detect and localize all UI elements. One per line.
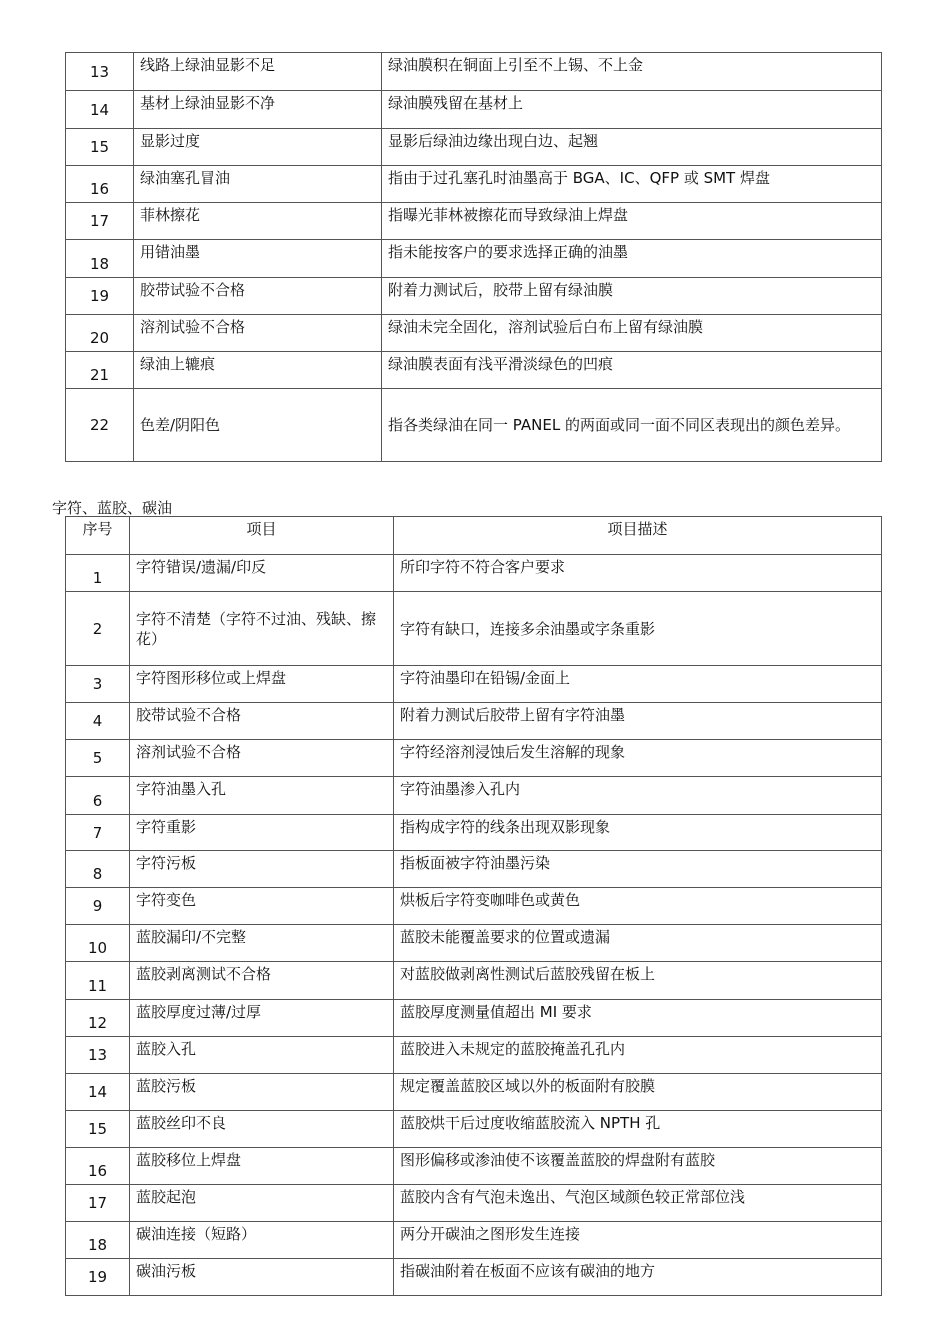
row-item <box>130 666 394 703</box>
row-number: 11 <box>66 962 130 1000</box>
row-item-text: 蓝胶移位上焊盘 <box>136 1151 242 1169</box>
table-row <box>66 389 882 462</box>
table-row <box>66 740 882 777</box>
row-item <box>134 166 382 203</box>
row-description <box>394 1222 882 1259</box>
row-description <box>382 315 882 352</box>
row-item-text: 蓝胶漏印/不完整 <box>136 928 247 946</box>
row-description-text: 字符有缺口，连接多余油墨或字条重影 <box>400 619 656 638</box>
row-item <box>130 925 394 962</box>
row-number: 9 <box>66 888 130 925</box>
row-number: 17 <box>66 203 134 240</box>
row-item <box>130 851 394 888</box>
row-description <box>394 1037 882 1074</box>
row-item-text: 蓝胶污板 <box>136 1077 197 1095</box>
row-description <box>382 240 882 278</box>
table-row <box>66 555 882 592</box>
row-item <box>134 315 382 352</box>
row-description-text: 附着力测试后胶带上留有字符油墨 <box>400 706 626 724</box>
row-item <box>130 815 394 851</box>
row-description-text: 蓝胶烘干后过度收缩蓝胶流入 NPTH 孔 <box>400 1114 661 1132</box>
row-description-text: 指由于过孔塞孔时油墨高于 BGA、IC、QFP 或 SMT 焊盘 <box>388 169 770 187</box>
row-item <box>130 1259 394 1296</box>
header-desc: 项目描述 <box>394 517 882 555</box>
row-number: 13 <box>66 53 134 91</box>
table-row <box>66 53 882 91</box>
row-item-text: 蓝胶厚度过薄/过厚 <box>136 1003 262 1021</box>
defect-table-solder-mask <box>65 52 882 462</box>
row-description-text: 附着力测试后，胶带上留有绿油膜 <box>388 281 614 299</box>
row-item <box>130 555 394 592</box>
table-row <box>66 315 882 352</box>
row-description-text: 所印字符不符合客户要求 <box>400 558 566 576</box>
table-row <box>66 592 882 666</box>
row-item-text: 绿油塞孔冒油 <box>140 169 231 187</box>
table-row <box>66 1111 882 1148</box>
row-description <box>394 1185 882 1222</box>
row-description-text: 绿油膜积在铜面上引至不上锡、不上金 <box>388 56 644 74</box>
row-item-text: 字符错误/遗漏/印反 <box>136 558 267 576</box>
row-item-text: 基材上绿油显影不净 <box>140 94 276 112</box>
row-item <box>130 1222 394 1259</box>
row-description-text: 指构成字符的线条出现双影现象 <box>400 818 611 836</box>
row-description-text: 两分开碳油之图形发生连接 <box>400 1225 581 1243</box>
row-item-text: 绿油上辘痕 <box>140 355 216 373</box>
table-row <box>66 888 882 925</box>
row-description <box>394 555 882 592</box>
table-row <box>66 666 882 703</box>
row-item <box>130 962 394 1000</box>
row-number: 12 <box>66 1000 130 1037</box>
table-row <box>66 851 882 888</box>
row-description <box>382 129 882 166</box>
row-description-text: 蓝胶厚度测量值超出 MI 要求 <box>400 1003 592 1021</box>
row-item <box>134 53 382 91</box>
row-number: 8 <box>66 851 130 888</box>
row-description <box>394 851 882 888</box>
row-description-text: 烘板后字符变咖啡色或黄色 <box>400 891 581 909</box>
row-number: 22 <box>66 389 134 462</box>
table-row <box>66 1259 882 1296</box>
table-row <box>66 1222 882 1259</box>
row-description-text: 对蓝胶做剥离性测试后蓝胶残留在板上 <box>400 965 656 983</box>
row-item-text: 色差/阴阳色 <box>140 416 221 434</box>
row-description-text: 蓝胶内含有气泡未逸出、气泡区域颜色较正常部位浅 <box>400 1188 746 1206</box>
row-number: 4 <box>66 703 130 740</box>
row-item <box>134 278 382 315</box>
row-number: 17 <box>66 1185 130 1222</box>
row-description <box>394 815 882 851</box>
row-description <box>394 703 882 740</box>
row-description <box>394 1074 882 1111</box>
table-row <box>66 91 882 129</box>
row-number: 6 <box>66 777 130 815</box>
row-number: 16 <box>66 166 134 203</box>
row-item-text: 溶剂试验不合格 <box>140 318 246 336</box>
row-number: 21 <box>66 352 134 389</box>
row-number: 15 <box>66 129 134 166</box>
row-item <box>134 352 382 389</box>
row-item-text: 线路上绿油显影不足 <box>140 56 276 74</box>
table-row <box>66 203 882 240</box>
row-description <box>382 166 882 203</box>
row-item-text: 字符油墨入孔 <box>136 780 227 798</box>
row-item <box>130 888 394 925</box>
row-number: 3 <box>66 666 130 703</box>
row-number: 14 <box>66 91 134 129</box>
row-description-text: 蓝胶进入未规定的蓝胶掩盖孔孔内 <box>400 1040 626 1058</box>
row-description-text: 指未能按客户的要求选择正确的油墨 <box>388 243 629 261</box>
row-description <box>394 1259 882 1296</box>
table-row <box>66 925 882 962</box>
row-item-text: 胶带试验不合格 <box>136 706 242 724</box>
row-item-text: 蓝胶入孔 <box>136 1040 197 1058</box>
row-number: 5 <box>66 740 130 777</box>
row-number: 19 <box>66 1259 130 1296</box>
row-description <box>382 352 882 389</box>
row-description <box>394 1000 882 1037</box>
row-item <box>130 592 394 666</box>
row-description <box>394 666 882 703</box>
row-description-text: 指板面被字符油墨污染 <box>400 854 551 872</box>
table-row <box>66 1148 882 1185</box>
row-description-text: 绿油未完全固化，溶剂试验后白布上留有绿油膜 <box>388 318 704 336</box>
row-description <box>382 53 882 91</box>
row-description <box>394 925 882 962</box>
row-description-text: 显影后绿油边缘出现白边、起翘 <box>388 132 599 150</box>
row-description-text: 字符油墨渗入孔内 <box>400 780 521 798</box>
row-item <box>130 1185 394 1222</box>
row-description <box>382 278 882 315</box>
row-item-text: 碳油污板 <box>136 1262 197 1280</box>
row-number: 19 <box>66 278 134 315</box>
row-item <box>130 740 394 777</box>
row-description-text: 规定覆盖蓝胶区域以外的板面附有胶膜 <box>400 1077 656 1095</box>
section-title: 字符、蓝胶、碳油 <box>52 499 173 517</box>
row-item <box>134 203 382 240</box>
defect-table-legend-bluegel-carbon <box>65 516 882 1296</box>
table-row <box>66 1037 882 1074</box>
table-row <box>66 1185 882 1222</box>
row-number: 2 <box>66 592 130 666</box>
row-description <box>394 962 882 1000</box>
row-description-text: 指碳油附着在板面不应该有碳油的地方 <box>400 1262 656 1280</box>
row-item <box>134 91 382 129</box>
row-description-text: 蓝胶未能覆盖要求的位置或遗漏 <box>400 928 611 946</box>
row-number: 10 <box>66 925 130 962</box>
row-description-text: 绿油膜残留在基材上 <box>388 94 524 112</box>
row-item <box>130 1111 394 1148</box>
row-description <box>394 740 882 777</box>
table-row <box>66 815 882 851</box>
row-item-text: 字符不清楚（字符不过油、残缺、擦花） <box>136 609 377 648</box>
row-item <box>134 240 382 278</box>
row-number: 18 <box>66 240 134 278</box>
row-item-text: 蓝胶起泡 <box>136 1188 197 1206</box>
row-item <box>130 1148 394 1185</box>
row-description <box>382 91 882 129</box>
row-description <box>394 1111 882 1148</box>
table-row <box>66 1000 882 1037</box>
row-item-text: 碳油连接（短路） <box>136 1225 257 1243</box>
row-item <box>130 1037 394 1074</box>
table-row <box>66 129 882 166</box>
row-item <box>130 777 394 815</box>
table-header-row <box>66 517 882 555</box>
row-description <box>394 592 882 666</box>
row-description-text: 绿油膜表面有浅平滑淡绿色的凹痕 <box>388 355 614 373</box>
table-row <box>66 1074 882 1111</box>
row-item <box>130 1074 394 1111</box>
row-description-text: 字符油墨印在铅锡/金面上 <box>400 669 571 687</box>
row-item-text: 胶带试验不合格 <box>140 281 246 299</box>
table-row <box>66 777 882 815</box>
row-item-text: 字符污板 <box>136 854 197 872</box>
row-number: 7 <box>66 815 130 851</box>
row-item-text: 菲林擦花 <box>140 206 201 224</box>
row-item-text: 字符重影 <box>136 818 197 836</box>
row-item-text: 显影过度 <box>140 132 201 150</box>
row-item <box>134 389 382 462</box>
table-row <box>66 240 882 278</box>
header-no: 序号 <box>66 517 130 555</box>
row-item-text: 蓝胶丝印不良 <box>136 1114 227 1132</box>
row-number: 18 <box>66 1222 130 1259</box>
row-item-text: 字符变色 <box>136 891 197 909</box>
row-number: 14 <box>66 1074 130 1111</box>
table-row <box>66 278 882 315</box>
row-description-text: 字符经溶剂浸蚀后发生溶解的现象 <box>400 743 626 761</box>
row-description <box>382 203 882 240</box>
row-number: 15 <box>66 1111 130 1148</box>
row-description <box>394 1148 882 1185</box>
row-description-text: 图形偏移或渗油使不该覆盖蓝胶的焊盘附有蓝胶 <box>400 1151 716 1169</box>
row-number: 20 <box>66 315 134 352</box>
row-item-text: 溶剂试验不合格 <box>136 743 242 761</box>
row-description <box>394 888 882 925</box>
row-item-text: 字符图形移位或上焊盘 <box>136 669 287 687</box>
row-description <box>394 777 882 815</box>
table-row <box>66 962 882 1000</box>
row-number: 1 <box>66 555 130 592</box>
table-row <box>66 352 882 389</box>
row-description-text: 指曝光菲林被擦花而导致绿油上焊盘 <box>388 206 629 224</box>
table-row <box>66 166 882 203</box>
row-item-text: 蓝胶剥离测试不合格 <box>136 965 272 983</box>
table-row <box>66 703 882 740</box>
row-description <box>382 389 882 462</box>
row-number: 16 <box>66 1148 130 1185</box>
row-item <box>130 703 394 740</box>
header-item: 项目 <box>130 517 394 555</box>
row-number: 13 <box>66 1037 130 1074</box>
row-description-text: 指各类绿油在同一 PANEL 的两面或同一面不同区表现出的颜色差异。 <box>388 416 850 434</box>
row-item <box>130 1000 394 1037</box>
row-item <box>134 129 382 166</box>
row-item-text: 用错油墨 <box>140 243 201 261</box>
